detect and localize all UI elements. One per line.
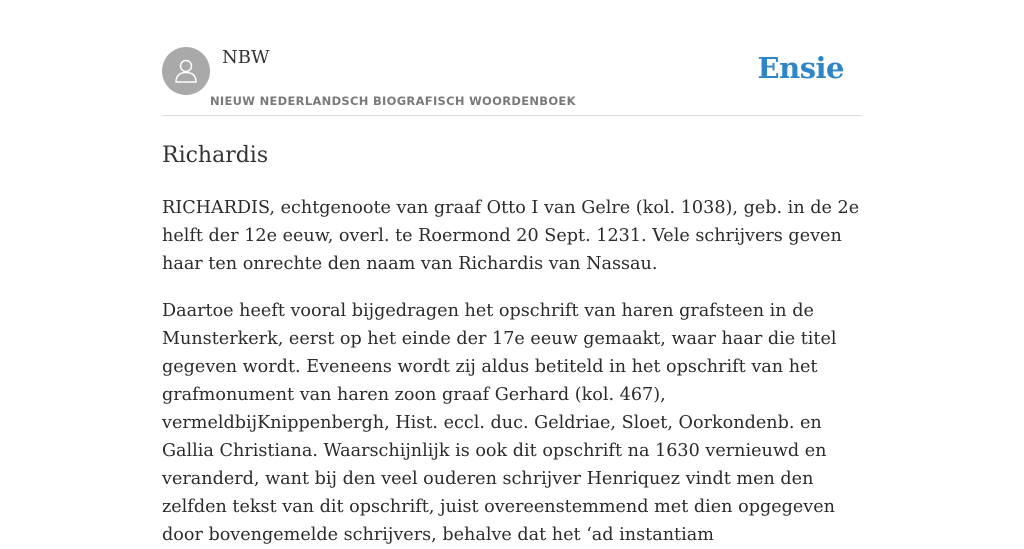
source-subtitle: NIEUW NEDERLANDSCH BIOGRAFISCH WOORDENBOEK (210, 94, 576, 108)
ensie-logo-link[interactable]: Ensie (757, 51, 844, 85)
avatar[interactable] (162, 47, 210, 95)
source-name[interactable]: NBW (222, 47, 270, 68)
article-paragraph-2: Daartoe heeft vooral bijgedragen het opschrift van haren grafsteen in de Munsterkerk, eerst op het einde der 17e eeuw gemaakt, waar haar die titel gegeven wordt. Eveneens wordt zij aldus betiteld in het opschrift van het grafmonument van haren zoon graaf Gerhard (kol. 467), vermeldbijKnippenbergh, Hist. eccl. duc. Geldriae, Sloet, Oorkondenb. en Gallia Christiana. Waarschijnlijk is ook dit opschrift na 1630 vernieuwd en veranderd, want bij den veel ouderen schrijver Henriquez vindt men den zelfden tekst van dit opschrift, juist overeenstemmend met dien opgegeven door bovengemelde schrijvers, behalve dat het ‘ad instantiam (162, 301, 837, 545)
article-page (162, 0, 862, 549)
article-paragraph-1: RICHARDIS, echtgenoote van graaf Otto I van Gelre (kol. 1038), geb. in de 2e helft der 12e eeuw, overl. te Roermond 20 Sept. 1231. Vele schrijvers geven haar ten onrechte den naam van Richardis van Nassau. (162, 198, 860, 274)
user-silhouette-icon (172, 57, 200, 85)
source-header (162, 47, 862, 116)
article-title: Richardis (162, 143, 269, 168)
